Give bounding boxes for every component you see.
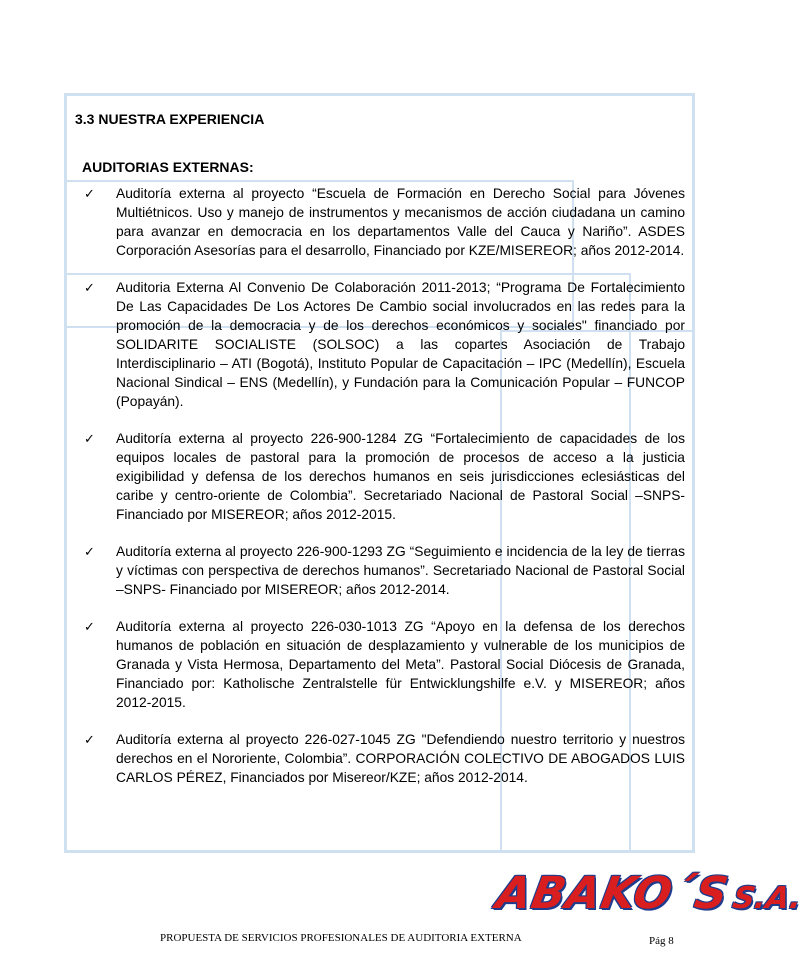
list-item — [84, 184, 685, 260]
list-item — [84, 429, 685, 524]
checkmark-icon: ✓ — [84, 280, 95, 295]
logo-wordmark: ABAKO´S — [492, 868, 733, 919]
audit-list — [84, 184, 685, 805]
logo-suffix: S.A. — [730, 881, 805, 916]
checkmark-icon: ✓ — [84, 186, 95, 201]
audit-description: Auditoría externa al proyecto “Escuela de Formación en Derecho Social para Jóvenes Multiétnicos. Uso y manejo de instrumentos y mecanismos de acción ciudadana un camino para avanzar en democracia en los departamentos Valle del Cauca y Nariño”. ASDES Corporación Asesorías para el desarrollo, Financiado por KZE/MISEREOR; años 2012-2014. — [116, 186, 685, 258]
list-item — [84, 278, 685, 411]
checkmark-icon: ✓ — [84, 619, 95, 634]
audit-description: Auditoría externa al proyecto 226-030-1013 ZG “Apoyo en la defensa de los derechos humanos de población en situación de desplazamiento y vulnerable de los municipios de Granada y Vista Hermosa, Departamento del Meta”. Pastoral Social Diócesis de Granada, Financiado por: Katholische Zentralstelle für Entwicklungshilfe e.V. y MISEREOR; años 2012-2015. — [116, 619, 685, 710]
section-title: 3.3 NUESTRA EXPERIENCIA — [75, 111, 265, 127]
page-number: Pág 8 — [649, 935, 674, 947]
list-item — [84, 542, 685, 599]
audit-description: Auditoría externa al proyecto 226-027-1045 ZG "Defendiendo nuestro territorio y nuestros derechos en el Nororiente, Colombia”. CORPORACIÓN COLECTIVO DE ABOGADOS LUIS CARLOS PÉREZ, Financiados por Misereor/KZE; años 2012-2014. — [116, 732, 685, 785]
footer-text: PROPUESTA DE SERVICIOS PROFESIONALES DE AUDITORIA EXTERNA — [160, 932, 522, 944]
audit-description: Auditoria Externa Al Convenio De Colaboración 2011-2013; “Programa De Fortalecimiento De Las Capacidades De Los Actores De Cambio social involucrados en las redes para la promoción de la democracia y de los derechos económicos y sociales" financiado por SOLIDARITE SOCIALISTE (SOLSOC) a las copartes Asociación de Trabajo Interdisciplinario – ATI (Bogotá), Instituto Popular de Capacitación – IPC (Medellín), Escuela Nacional Sindical – ENS (Medellín), y Fundación para la Comunicación Popular – FUNCOP (Popayán). — [116, 280, 685, 409]
list-item — [84, 617, 685, 712]
audit-description: Auditoría externa al proyecto 226-900-1284 ZG “Fortalecimiento de capacidades de los equipos locales de pastoral para la promoción de procesos de acceso a la justicia exigibilidad y defensa de los derechos humanos en seis jurisdicciones eclesiásticas del caribe y centro-oriente de Colombia”. Secretariado Nacional de Pastoral Social –SNPS- Financiado por MISEREOR; años 2012-2015. — [116, 431, 685, 522]
checkmark-icon: ✓ — [84, 544, 95, 559]
audit-description: Auditoría externa al proyecto 226-900-1293 ZG “Seguimiento e incidencia de la ley de tierras y víctimas con perspectiva de derechos humanos”. Secretariado Nacional de Pastoral Social –SNPS- Financiado por MISEREOR; años 2012-2014. — [116, 544, 685, 597]
company-logo — [493, 868, 807, 919]
subsection-title: AUDITORIAS EXTERNAS: — [82, 159, 254, 175]
checkmark-icon: ✓ — [84, 431, 95, 446]
checkmark-icon: ✓ — [84, 732, 95, 747]
list-item — [84, 730, 685, 787]
